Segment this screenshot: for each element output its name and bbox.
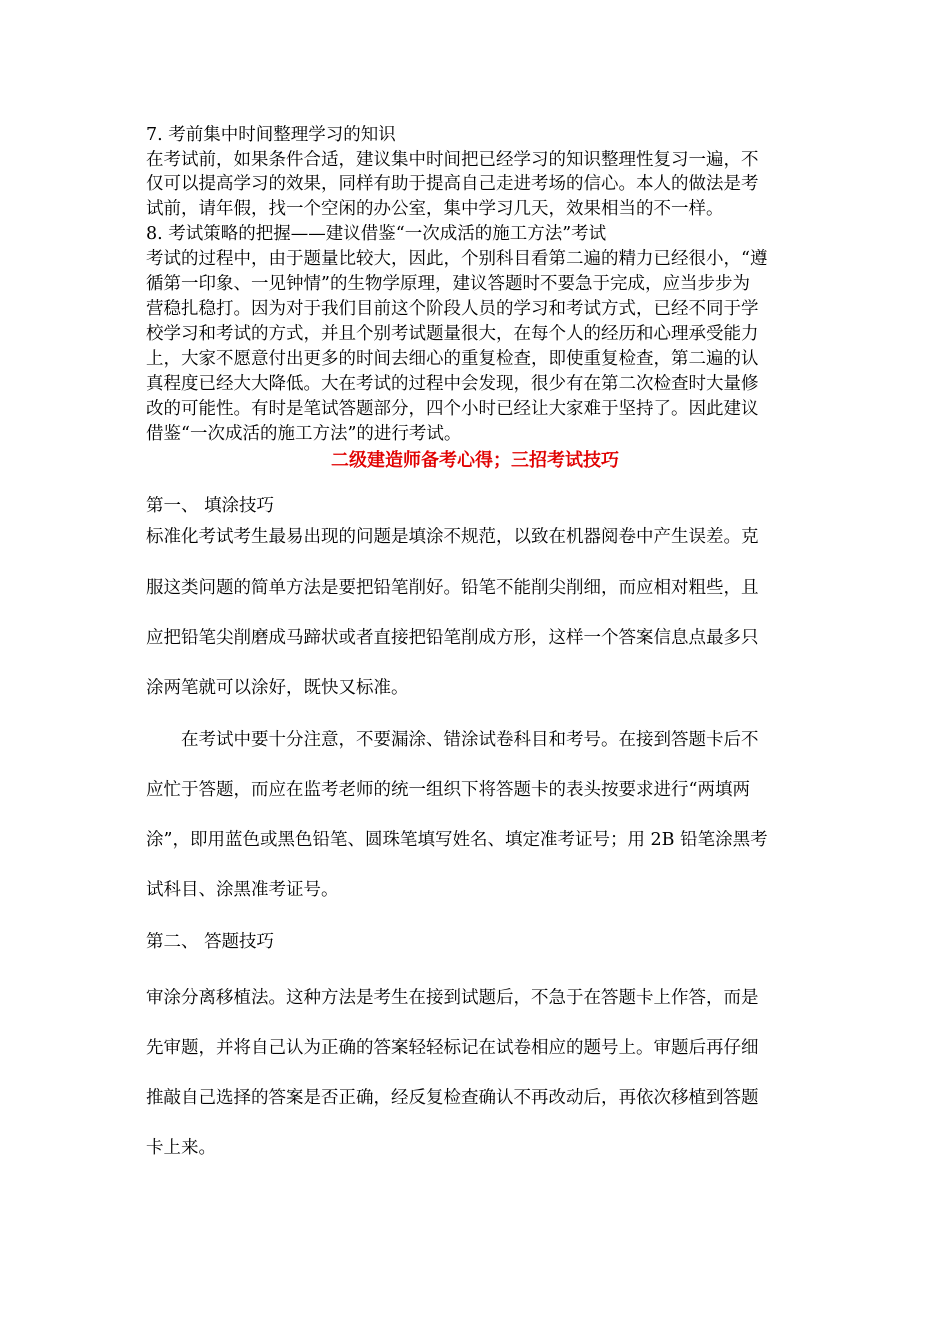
- part1-para2-line: 应忙于答题，而应在监考老师的统一组织下将答题卡的表头按要求进行“两填两: [146, 780, 750, 800]
- part2-para1-line: 卡上来。: [146, 1138, 216, 1158]
- part1-para1-line: 涂两笔就可以涂好，既快又标准。: [146, 678, 409, 698]
- section8-line: 循第一印象、一见钟情”的生物学原理，建议答题时不要急于完成，应当步步为: [146, 274, 750, 294]
- part1-para1-line: 服这类问题的简单方法是要把铅笔削好。铅笔不能削尖削细，而应相对粗些，且: [146, 578, 759, 598]
- section8-line: 营稳扎稳打。因为对于我们目前这个阶段人员的学习和考试方式，已经不同于学: [146, 299, 759, 319]
- section8-heading: 8. 考试策略的把握——建议借鉴“一次成活的施工方法”考试: [146, 224, 607, 244]
- part1-heading: 第一、 填涂技巧: [146, 496, 275, 516]
- section7-line: 在考试前，如果条件合适，建议集中时间把已经学习的知识整理性复习一遍，不: [146, 150, 759, 170]
- part1-para2-line: 涂”，即用蓝色或黑色铅笔、圆珠笔填写姓名、填定准考证号；用 2B 铅笔涂黑考: [146, 830, 768, 850]
- part1-para1-line: 标准化考试考生最易出现的问题是填涂不规范，以致在机器阅卷中产生误差。克: [146, 527, 759, 547]
- section8-line: 真程度已经大大降低。大在考试的过程中会发现，很少有在第二次检查时大量修: [146, 374, 759, 394]
- part1-para2-line: 在考试中要十分注意，不要漏涂、错涂试卷科目和考号。在接到答题卡后不: [181, 730, 759, 750]
- section8-line: 考试的过程中，由于题量比较大，因此，个别科目看第二遍的精力已经很小，“遵: [146, 249, 768, 269]
- section8-line: 改的可能性。有时是笔试答题部分，四个小时已经让大家难于坚持了。因此建议: [146, 399, 759, 419]
- article-title: 二级建造师备考心得；三招考试技巧: [331, 450, 619, 471]
- section8-line: 借鉴“一次成活的施工方法”的进行考试。: [146, 424, 462, 444]
- part1-para1-line: 应把铅笔尖削磨成马蹄状或者直接把铅笔削成方形，这样一个答案信息点最多只: [146, 628, 759, 648]
- part2-para1-line: 推敲自己选择的答案是否正确，经反复检查确认不再改动后，再依次移植到答题: [146, 1088, 759, 1108]
- part2-para1-line: 审涂分离移植法。这种方法是考生在接到试题后，不急于在答题卡上作答，而是: [146, 988, 759, 1008]
- part1-para2-line: 试科目、涂黑准考证号。: [146, 880, 339, 900]
- part2-para1-line: 先审题，并将自己认为正确的答案轻轻标记在试卷相应的题号上。审题后再仔细: [146, 1038, 759, 1058]
- section8-line: 上，大家不愿意付出更多的时间去细心的重复检查，即使重复检查，第二遍的认: [146, 349, 759, 369]
- section7-line: 仅可以提高学习的效果，同样有助于提高自己走进考场的信心。本人的做法是考: [146, 174, 759, 194]
- section7-line: 试前，请年假，找一个空闲的办公室，集中学习几天，效果相当的不一样。: [146, 199, 724, 219]
- part2-heading: 第二、 答题技巧: [146, 932, 275, 952]
- section7-heading: 7. 考前集中时间整理学习的知识: [146, 125, 396, 145]
- section8-line: 校学习和考试的方式，并且个别考试题量很大，在每个人的经历和心理承受能力: [146, 324, 759, 344]
